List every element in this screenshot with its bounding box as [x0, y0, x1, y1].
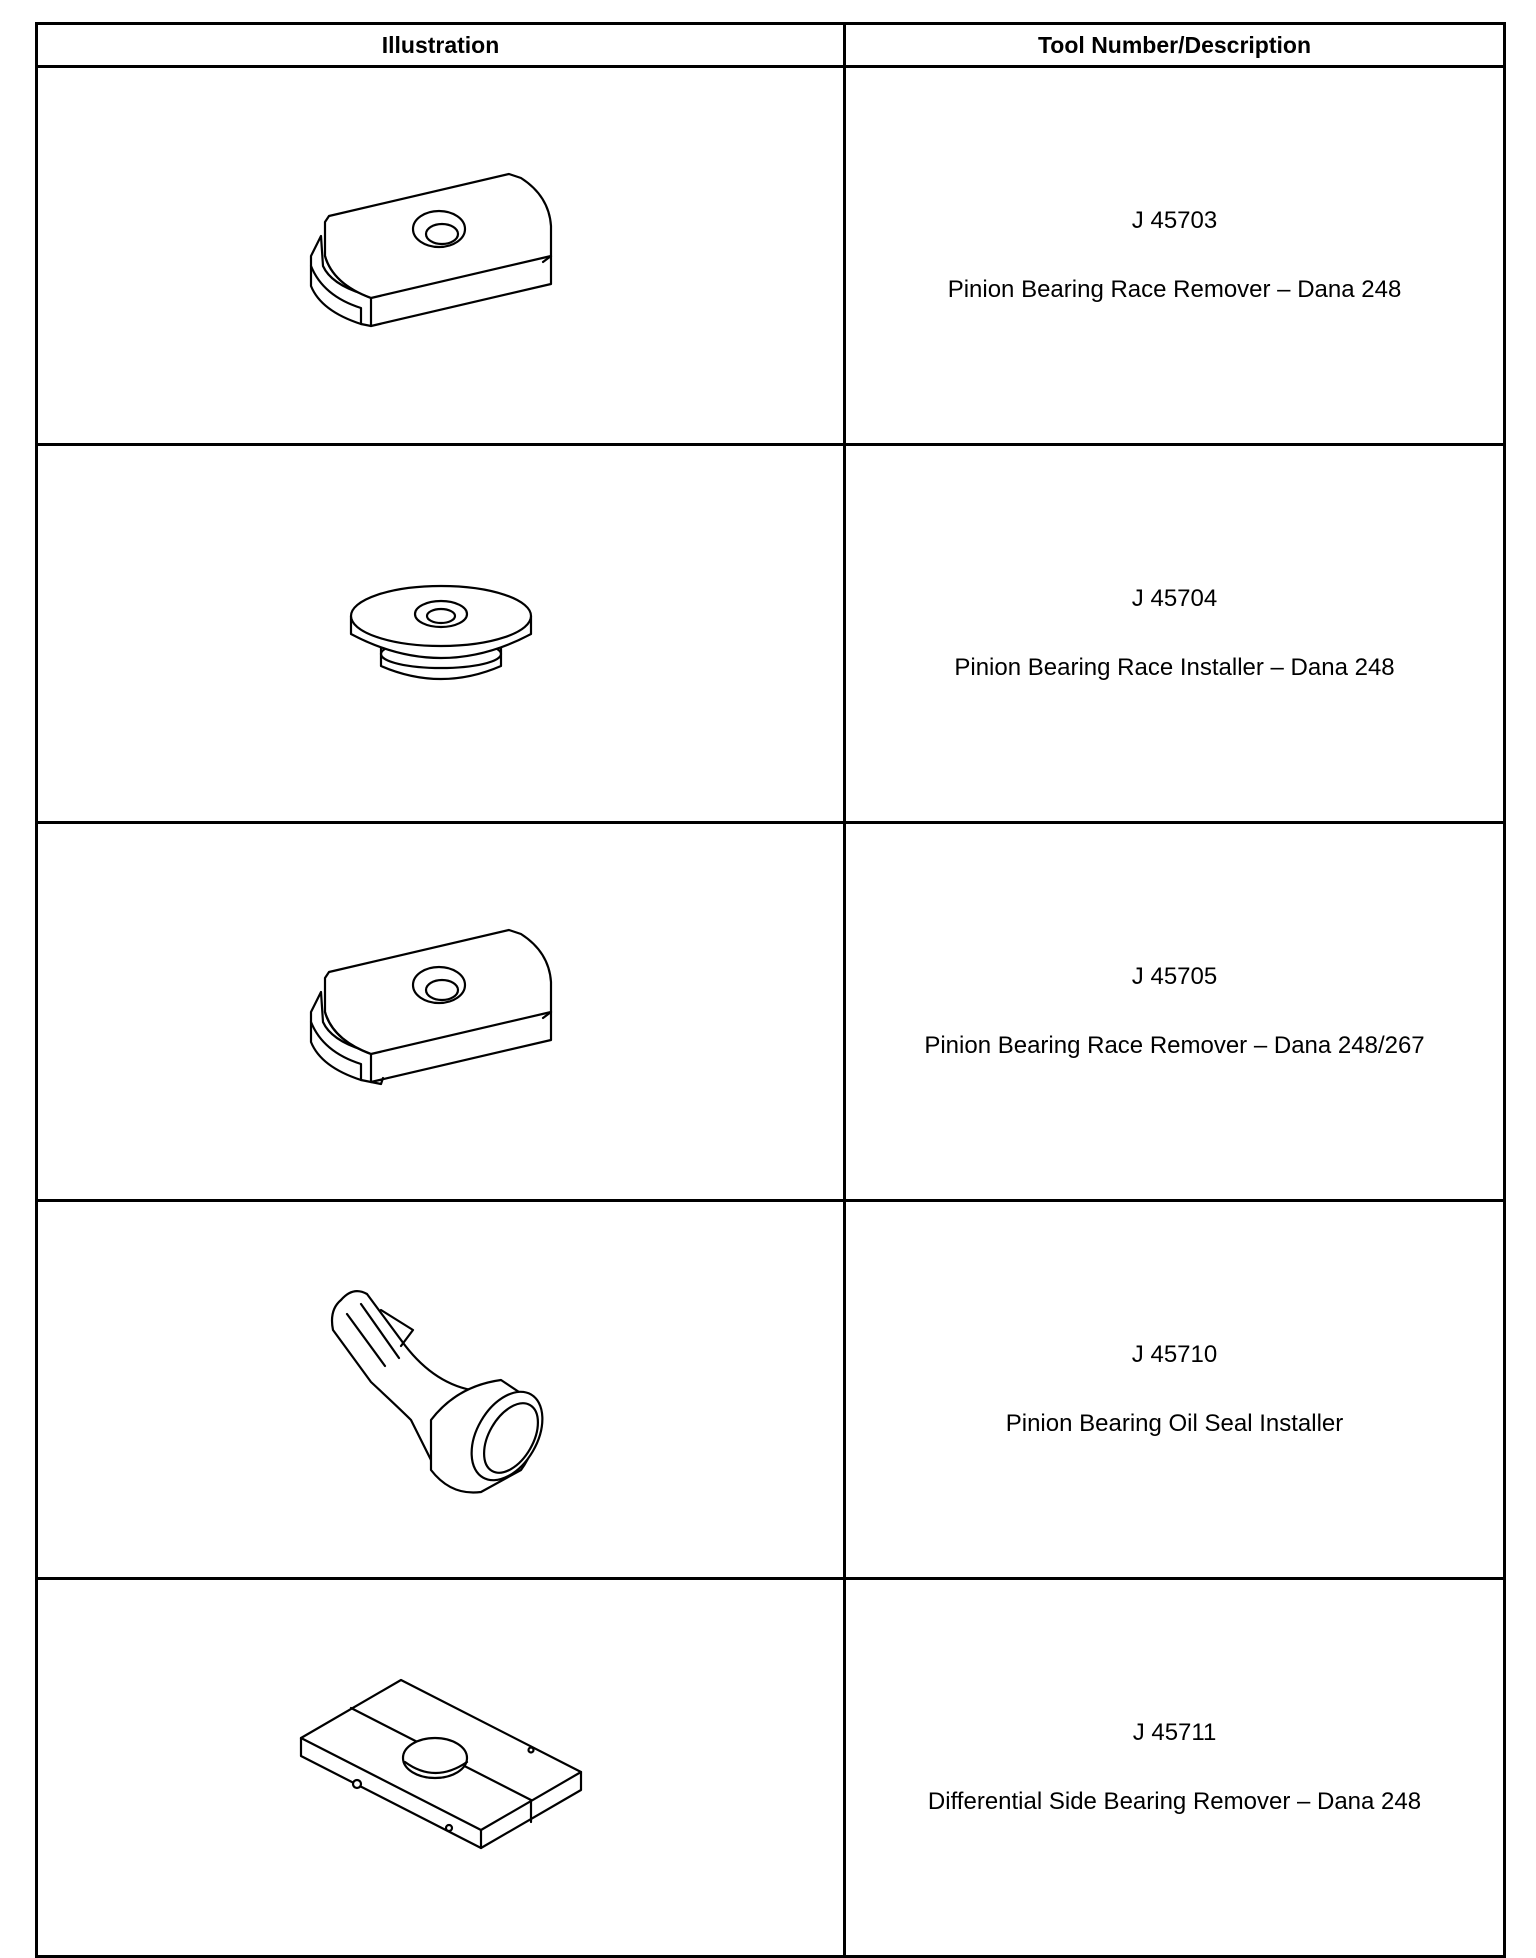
oil-seal-installer-icon	[281, 1270, 601, 1510]
tool-description: Differential Side Bearing Remover – Dana 248	[927, 1787, 1422, 1815]
description-cell	[845, 1579, 1505, 1957]
tool-description: Pinion Bearing Oil Seal Installer	[1005, 1409, 1344, 1437]
description-cell	[845, 67, 1505, 445]
illustration-cell	[37, 67, 845, 445]
tool-description: Pinion Bearing Race Remover – Dana 248/267	[924, 1031, 1425, 1059]
tool-description: Pinion Bearing Race Remover – Dana 248	[947, 275, 1402, 303]
description-cell	[845, 1201, 1505, 1579]
tool-number: J 45711	[1132, 1718, 1217, 1746]
description-cell	[845, 445, 1505, 823]
tool-description: Pinion Bearing Race Installer – Dana 248	[954, 653, 1395, 681]
tool-number: J 45710	[1131, 1340, 1218, 1368]
table-row	[37, 445, 1505, 823]
side-bearing-remover-plate-icon	[281, 1658, 601, 1878]
tool-number: J 45705	[1131, 962, 1218, 990]
special-tools-table	[35, 22, 1506, 1958]
tool-header: Tool Number/Description	[845, 24, 1505, 67]
tool-number: J 45703	[1131, 206, 1218, 234]
description-cell	[845, 823, 1505, 1201]
tool-number: J 45704	[1131, 584, 1218, 612]
table-row	[37, 823, 1505, 1201]
illustration-cell	[37, 445, 845, 823]
table-row	[37, 67, 1505, 445]
race-remover-plate-icon	[281, 156, 601, 356]
race-remover-plate-icon	[281, 912, 601, 1112]
table-row	[37, 1201, 1505, 1579]
table-row	[37, 1579, 1505, 1957]
illustration-cell	[37, 823, 845, 1201]
race-installer-disc-icon	[281, 554, 601, 714]
header-row	[37, 24, 1505, 67]
illustration-cell	[37, 1579, 845, 1957]
illustration-header: Illustration	[37, 24, 845, 67]
illustration-cell	[37, 1201, 845, 1579]
